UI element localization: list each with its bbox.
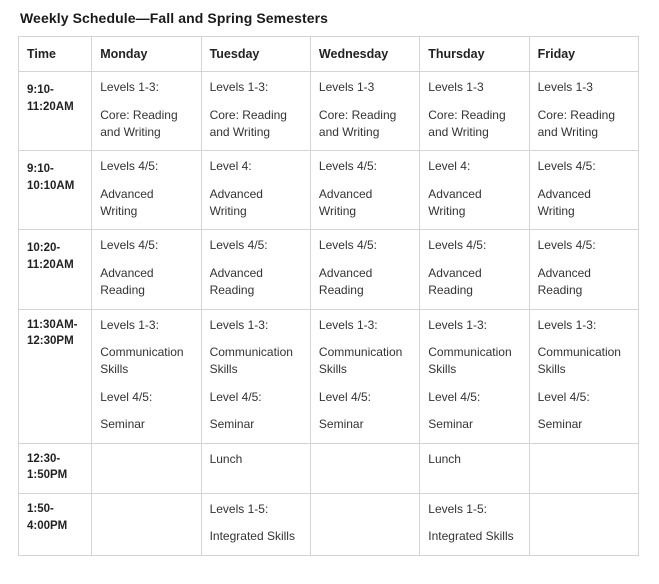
column-header-time: Time [19,37,92,72]
cell-level: Levels 1-3 [428,80,484,95]
schedule-cell [529,443,638,493]
time-slot-cell [19,309,92,443]
schedule-cell [529,72,638,151]
cell-course: Lunch [209,451,243,466]
cell-course: Advanced Writing [318,186,373,219]
cell-course: Core: Reading and Writing [428,107,506,139]
time-line-2: 11:20AM [27,100,74,113]
cell-level: Levels 1-3 [537,80,593,95]
cell-course-secondary: Seminar [428,417,473,432]
cell-level: Level 4: [428,159,471,174]
column-header-tuesday: Tuesday [201,37,310,72]
schedule-cell [310,230,419,309]
cell-level: Levels 1-3: [537,317,597,332]
cell-course-secondary: Seminar [537,417,583,432]
schedule-cell [92,151,201,230]
schedule-cell [92,72,201,151]
column-header-friday: Friday [529,37,638,72]
schedule-cell [420,309,529,443]
column-header-monday: Monday [92,37,201,72]
time-slot-cell [19,493,92,555]
cell-level: Levels 1-3: [318,317,378,332]
cell-level-secondary: Level 4/5: [100,389,153,404]
cell-level: Levels 1-5: [209,501,269,516]
cell-course: Communication Skills [537,345,621,377]
cell-course: Advanced Reading [318,265,373,298]
cell-level: Levels 1-3: [100,80,159,95]
cell-level: Levels 4/5: [209,238,268,253]
time-slot-cell [19,72,92,151]
cell-level: Levels 4/5: [537,159,596,174]
time-line-1: 10:20- [27,242,61,255]
time-line-2: 4:00PM [27,519,68,532]
cell-level: Levels 4/5: [100,159,159,174]
cell-course: Communication Skills [428,345,512,377]
schedule-cell [310,309,419,443]
schedule-cell [529,151,638,230]
table-row [19,151,639,230]
cell-course: Communication Skills [209,345,293,377]
table-row [19,72,639,151]
cell-course: Advanced Writing [428,186,482,219]
schedule-cell [310,493,419,555]
cell-course: Integrated Skills [209,529,295,544]
cell-course: Advanced Reading [100,265,154,298]
schedule-cell [201,443,310,493]
time-line-2: 1:50PM [27,469,68,482]
cell-course: Advanced Reading [537,265,591,298]
schedule-cell [201,230,310,309]
cell-level: Levels 4/5: [428,238,487,253]
time-slot-cell [19,151,92,230]
time-line-2: 10:10AM [27,179,75,192]
cell-course: Lunch [428,451,461,466]
cell-level: Levels 4/5: [318,159,377,174]
cell-course: Advanced Writing [209,186,263,219]
weekly-schedule-table [18,36,639,556]
column-header-thursday: Thursday [420,37,529,72]
time-line-2: 12:30PM [27,335,74,348]
cell-level-secondary: Level 4/5: [318,389,371,404]
cell-course: Core: Reading and Writing [100,107,178,139]
schedule-cell [92,309,201,443]
time-slot-cell [19,230,92,309]
cell-level: Levels 1-3: [209,80,269,95]
cell-course: Advanced Reading [209,265,263,298]
cell-level: Levels 4/5: [537,238,596,253]
cell-course: Core: Reading and Writing [537,107,615,139]
schedule-cell [310,151,419,230]
cell-level: Levels 1-3: [428,317,487,332]
schedule-cell [201,72,310,151]
time-line-1: 11:30AM- [27,318,78,331]
cell-course: Core: Reading and Writing [209,107,287,139]
cell-level-secondary: Level 4/5: [537,389,590,404]
time-line-1: 9:10- [27,84,54,97]
schedule-cell [420,72,529,151]
schedule-cell [420,151,529,230]
cell-course-secondary: Seminar [209,417,255,432]
cell-course: Communication Skills [100,345,184,377]
cell-level: Levels 1-5: [428,501,487,516]
table-row [19,309,639,443]
column-header-wednesday: Wednesday [310,37,419,72]
table-header-row [19,37,639,72]
cell-level: Level 4: [209,159,252,174]
time-line-1: 1:50- [27,502,54,515]
cell-course-secondary: Seminar [318,417,364,432]
schedule-cell [529,493,638,555]
cell-course-secondary: Seminar [100,417,145,432]
cell-course: Advanced Writing [537,186,591,219]
schedule-cell [92,230,201,309]
schedule-cell [529,230,638,309]
schedule-cell [420,230,529,309]
cell-course: Core: Reading and Writing [318,107,397,139]
table-row [19,230,639,309]
time-line-1: 9:10- [27,163,54,176]
cell-level: Levels 1-3: [100,317,159,332]
schedule-cell [201,493,310,555]
cell-level-secondary: Level 4/5: [209,389,262,404]
page-title: Weekly Schedule—Fall and Spring Semesters [20,10,329,26]
cell-course: Advanced Reading [428,265,482,298]
cell-level: Levels 4/5: [318,238,377,253]
cell-course: Advanced Writing [100,186,154,219]
table-row [19,443,639,493]
time-line-2: 11:20AM [27,259,74,272]
schedule-cell [201,151,310,230]
cell-level-secondary: Level 4/5: [428,389,481,404]
time-slot-cell [19,443,92,493]
schedule-cell [529,309,638,443]
table-row [19,493,639,555]
schedule-cell [92,443,201,493]
schedule-cell [310,72,419,151]
schedule-cell [201,309,310,443]
time-line-1: 12:30- [27,452,61,465]
cell-course: Integrated Skills [428,529,514,544]
cell-course: Communication Skills [318,345,403,377]
cell-level: Levels 1-3 [318,80,375,95]
schedule-cell [310,443,419,493]
cell-level: Levels 1-3: [209,317,269,332]
schedule-cell [420,493,529,555]
schedule-cell [420,443,529,493]
cell-level: Levels 4/5: [100,238,159,253]
schedule-cell [92,493,201,555]
